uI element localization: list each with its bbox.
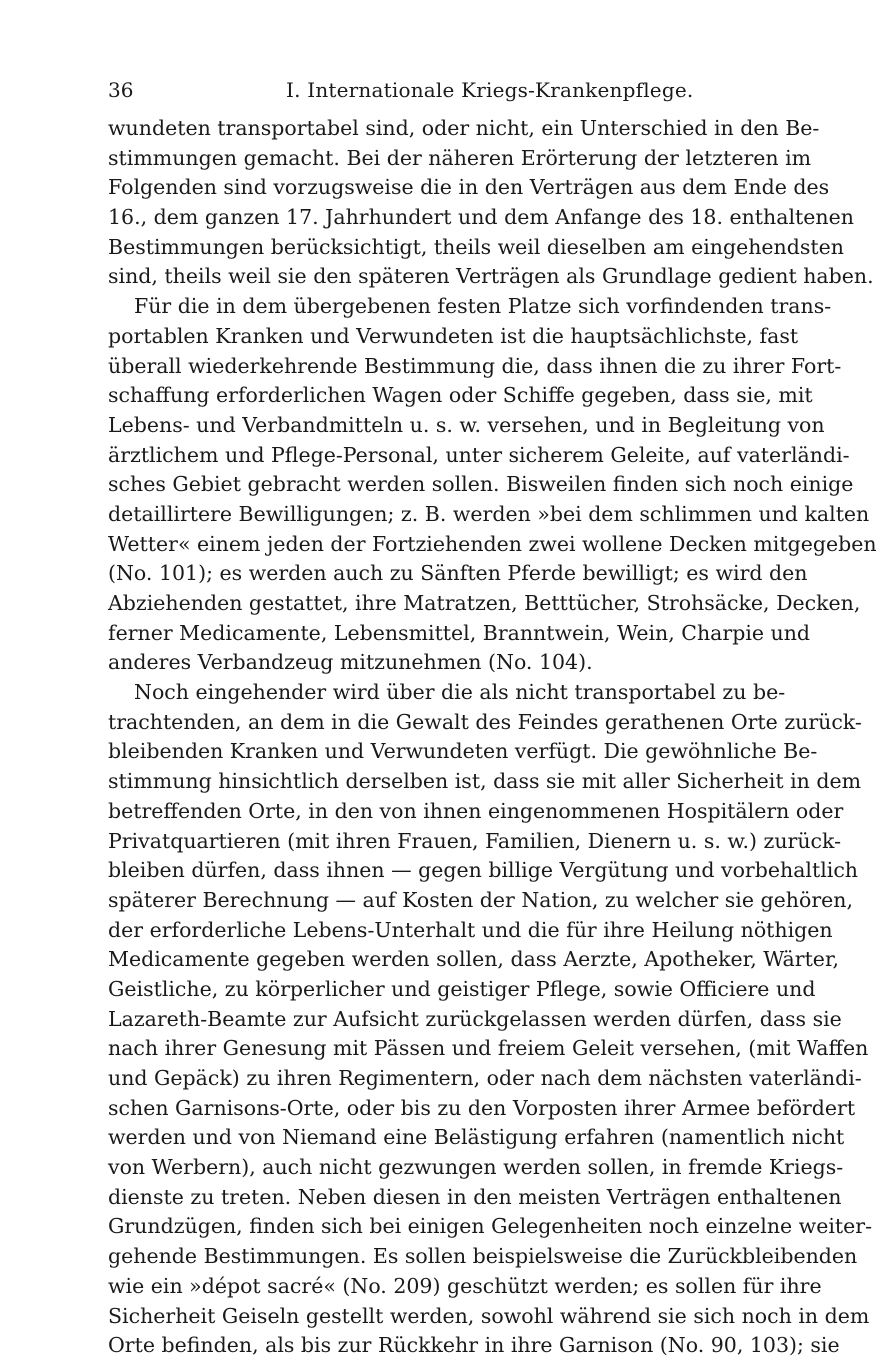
text-line: nach ihrer Genesung mit Pässen und freiem Geleit versehen, (mit Waffen (108, 1036, 869, 1061)
text-line: überall wiederkehrende Bestimmung die, dass ihnen die zu ihrer Fort- (108, 353, 842, 378)
text-line: wie ein »dépot sacré« (No. 209) geschützt werden; es sollen für ihre (108, 1273, 822, 1298)
text-line: Medicamente gegeben werden sollen, dass Aerzte, Apotheker, Wärter, (108, 947, 840, 972)
text-line: Wetter« einem jeden der Fortziehenden zwei wollene Decken mitgegeben (108, 531, 877, 556)
text-line: sches Gebiet gebracht werden sollen. Bisweilen finden sich noch einige (108, 472, 854, 497)
text-line: späterer Berechnung — auf Kosten der Nation, zu welcher sie gehören, (108, 887, 853, 912)
text-line: Lazareth-Beamte zur Aufsicht zurückgelassen werden dürfen, dass sie (108, 1006, 842, 1031)
text-line: Privatquartieren (mit ihren Frauen, Familien, Dienern u. s. w.) zurück- (108, 828, 842, 853)
text-line: Bestimmungen berücksichtigt, theils weil dieselben am eingehendsten (108, 234, 844, 259)
running-title: I. Internationale Kriegs-Krankenpflege. (286, 78, 694, 102)
text-line: Sicherheit Geiseln gestellt werden, sowohl während sie sich noch in dem (108, 1303, 870, 1328)
body-text (108, 114, 877, 1361)
paragraph (108, 678, 873, 1361)
text-line: dienste zu treten. Neben diesen in den meisten Verträgen enthaltenen (108, 1184, 842, 1209)
text-line: bleibenden Kranken und Verwundeten verfügt. Die gewöhnliche Be- (108, 739, 818, 764)
text-line: ärztlichem und Pflege-Personal, unter sicherem Geleite, auf vaterländi- (108, 442, 850, 467)
text-line: anderes Verbandzeug mitzunehmen (No. 104). (108, 650, 593, 675)
text-line: Noch eingehender wird über die als nicht transportabel zu be- (134, 680, 786, 705)
text-line: Folgenden sind vorzugsweise die in den Verträgen aus dem Ende des (108, 175, 830, 200)
text-line: detaillirtere Bewilligungen; z. B. werden »bei dem schlimmen und kalten (108, 501, 870, 526)
text-line: Orte befinden, als bis zur Rückkehr in ihre Garnison (No. 90, 103); sie (108, 1333, 840, 1358)
paragraph (108, 114, 874, 292)
text-line: portablen Kranken und Verwundeten ist die hauptsächlichste, fast (108, 323, 799, 348)
running-header (108, 78, 760, 108)
paragraph (108, 292, 877, 678)
text-line: betreffenden Orte, in den von ihnen eingenommenen Hospitälern oder (108, 798, 844, 823)
text-line: und Gepäck) zu ihren Regimentern, oder nach dem nächsten vaterländi- (108, 1066, 862, 1090)
text-line: gehende Bestimmungen. Es sollen beispielsweise die Zurückbleibenden (108, 1244, 858, 1269)
text-line: werden und von Niemand eine Belästigung erfahren (namentlich nicht (108, 1125, 845, 1150)
text-line: (No. 101); es werden auch zu Sänften Pferde bewilligt; es wird den (108, 561, 808, 586)
text-line: bleiben dürfen, dass ihnen — gegen billige Vergütung und vorbehaltlich (108, 858, 859, 883)
text-line: Grundzügen, finden sich bei einigen Gelegenheiten noch einzelne weiter- (108, 1214, 873, 1239)
text-line: der erforderliche Lebens-Unterhalt und die für ihre Heilung nöthigen (108, 917, 833, 942)
text-line: 16., dem ganzen 17. Jahrhundert und dem Anfange des 18. enthaltenen (108, 205, 854, 230)
text-line: von Werbern), auch nicht gezwungen werden sollen, in fremde Kriegs- (108, 1155, 844, 1180)
text-line: Lebens- und Verbandmitteln u. s. w. versehen, und in Begleitung von (108, 412, 825, 437)
text-line: schaffung erforderlichen Wagen oder Schiffe gegeben, dass sie, mit (108, 383, 813, 408)
text-line: sind, theils weil sie den späteren Verträgen als Grundlage gedient haben. (108, 264, 874, 289)
text-line: ferner Medicamente, Lebensmittel, Branntwein, Wein, Charpie und (108, 620, 811, 645)
text-line: stimmung hinsichtlich derselben ist, dass sie mit aller Sicherheit in dem (108, 769, 862, 794)
text-line: trachtenden, an dem in die Gewalt des Feindes gerathenen Orte zurück- (108, 709, 862, 734)
text-line: Für die in dem übergebenen festen Platze sich vorfindenden trans- (134, 294, 832, 319)
page-number: 36 (108, 78, 134, 102)
text-line: Geistliche, zu körperlicher und geistiger Pflege, sowie Officiere und (108, 976, 816, 1001)
text-line: wundeten transportabel sind, oder nicht, ein Unterschied in den Be- (108, 116, 820, 140)
text-line: schen Garnisons-Orte, oder bis zu den Vorposten ihrer Armee befördert (108, 1095, 856, 1120)
text-line: Abziehenden gestattet, ihre Matratzen, Betttücher, Strohsäcke, Decken, (108, 591, 861, 615)
text-line: stimmungen gemacht. Bei der näheren Erörterung der letzteren im (108, 145, 812, 170)
